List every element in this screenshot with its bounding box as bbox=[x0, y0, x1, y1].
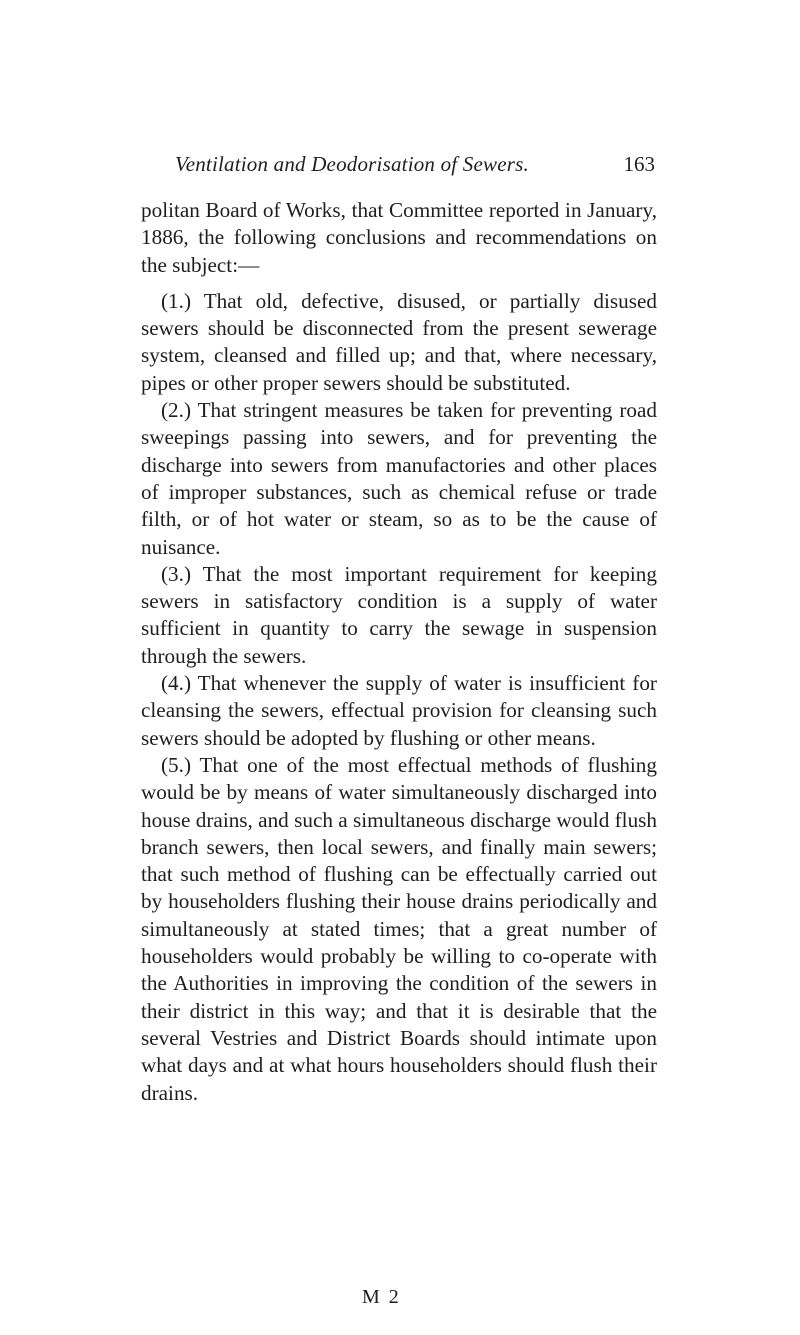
body-text bbox=[141, 197, 657, 1107]
page-number: 163 bbox=[623, 152, 655, 176]
signature-mark: M 2 bbox=[362, 1286, 401, 1308]
running-head-title: Ventilation and Deodorisation of Sewers. bbox=[175, 152, 529, 176]
recommendation-4: (4.) That whenever the supply of water is insufficient for cleansing the sewers, effectual provision for cleansing such sewers should be adopted by flushing or other means. bbox=[141, 671, 657, 750]
recommendation-2: (2.) That stringent measures be taken for preventing road sweepings passing into sewers, and for preventing the discharge into sewers from manufactories and other places of improper substances, such as chemical refuse or trade filth, or of hot water or steam, so as to be the cause of nuisance. bbox=[141, 398, 657, 559]
recommendation-5: (5.) That one of the most effectual methods of flushing would be by means of water simultaneously discharged into house drains, and such a simultaneous discharge would flush branch sewers, then local sewers, and finally main sewers; that such method of flushing can be effectually carried out by householders flushing their house drains periodically and simultaneously at stated times; that a great number of householders would probably be willing to co-operate with the Authorities in improving the condition of the sewers in their district in this way; and that it is desirable that the several Vestries and District Boards should intimate upon what days and at what hours householders should flush their drains. bbox=[141, 752, 657, 1105]
recommendation-1: (1.) That old, defective, disused, or partially disused sewers should be disconnected from the present sewerage system, cleansed and filled up; and that, where necessary, pipes or other proper sewers should be substituted. bbox=[141, 288, 657, 395]
running-head bbox=[175, 152, 655, 184]
intro-paragraph: politan Board of Works, that Committee reported in January, 1886, the following conclusions and recommendations on the subject:— bbox=[141, 198, 657, 277]
recommendation-3: (3.) That the most important requirement for keeping sewers in satisfactory condition is a supply of water sufficient in quantity to carry the sewage in suspension through the sewers. bbox=[141, 561, 657, 668]
